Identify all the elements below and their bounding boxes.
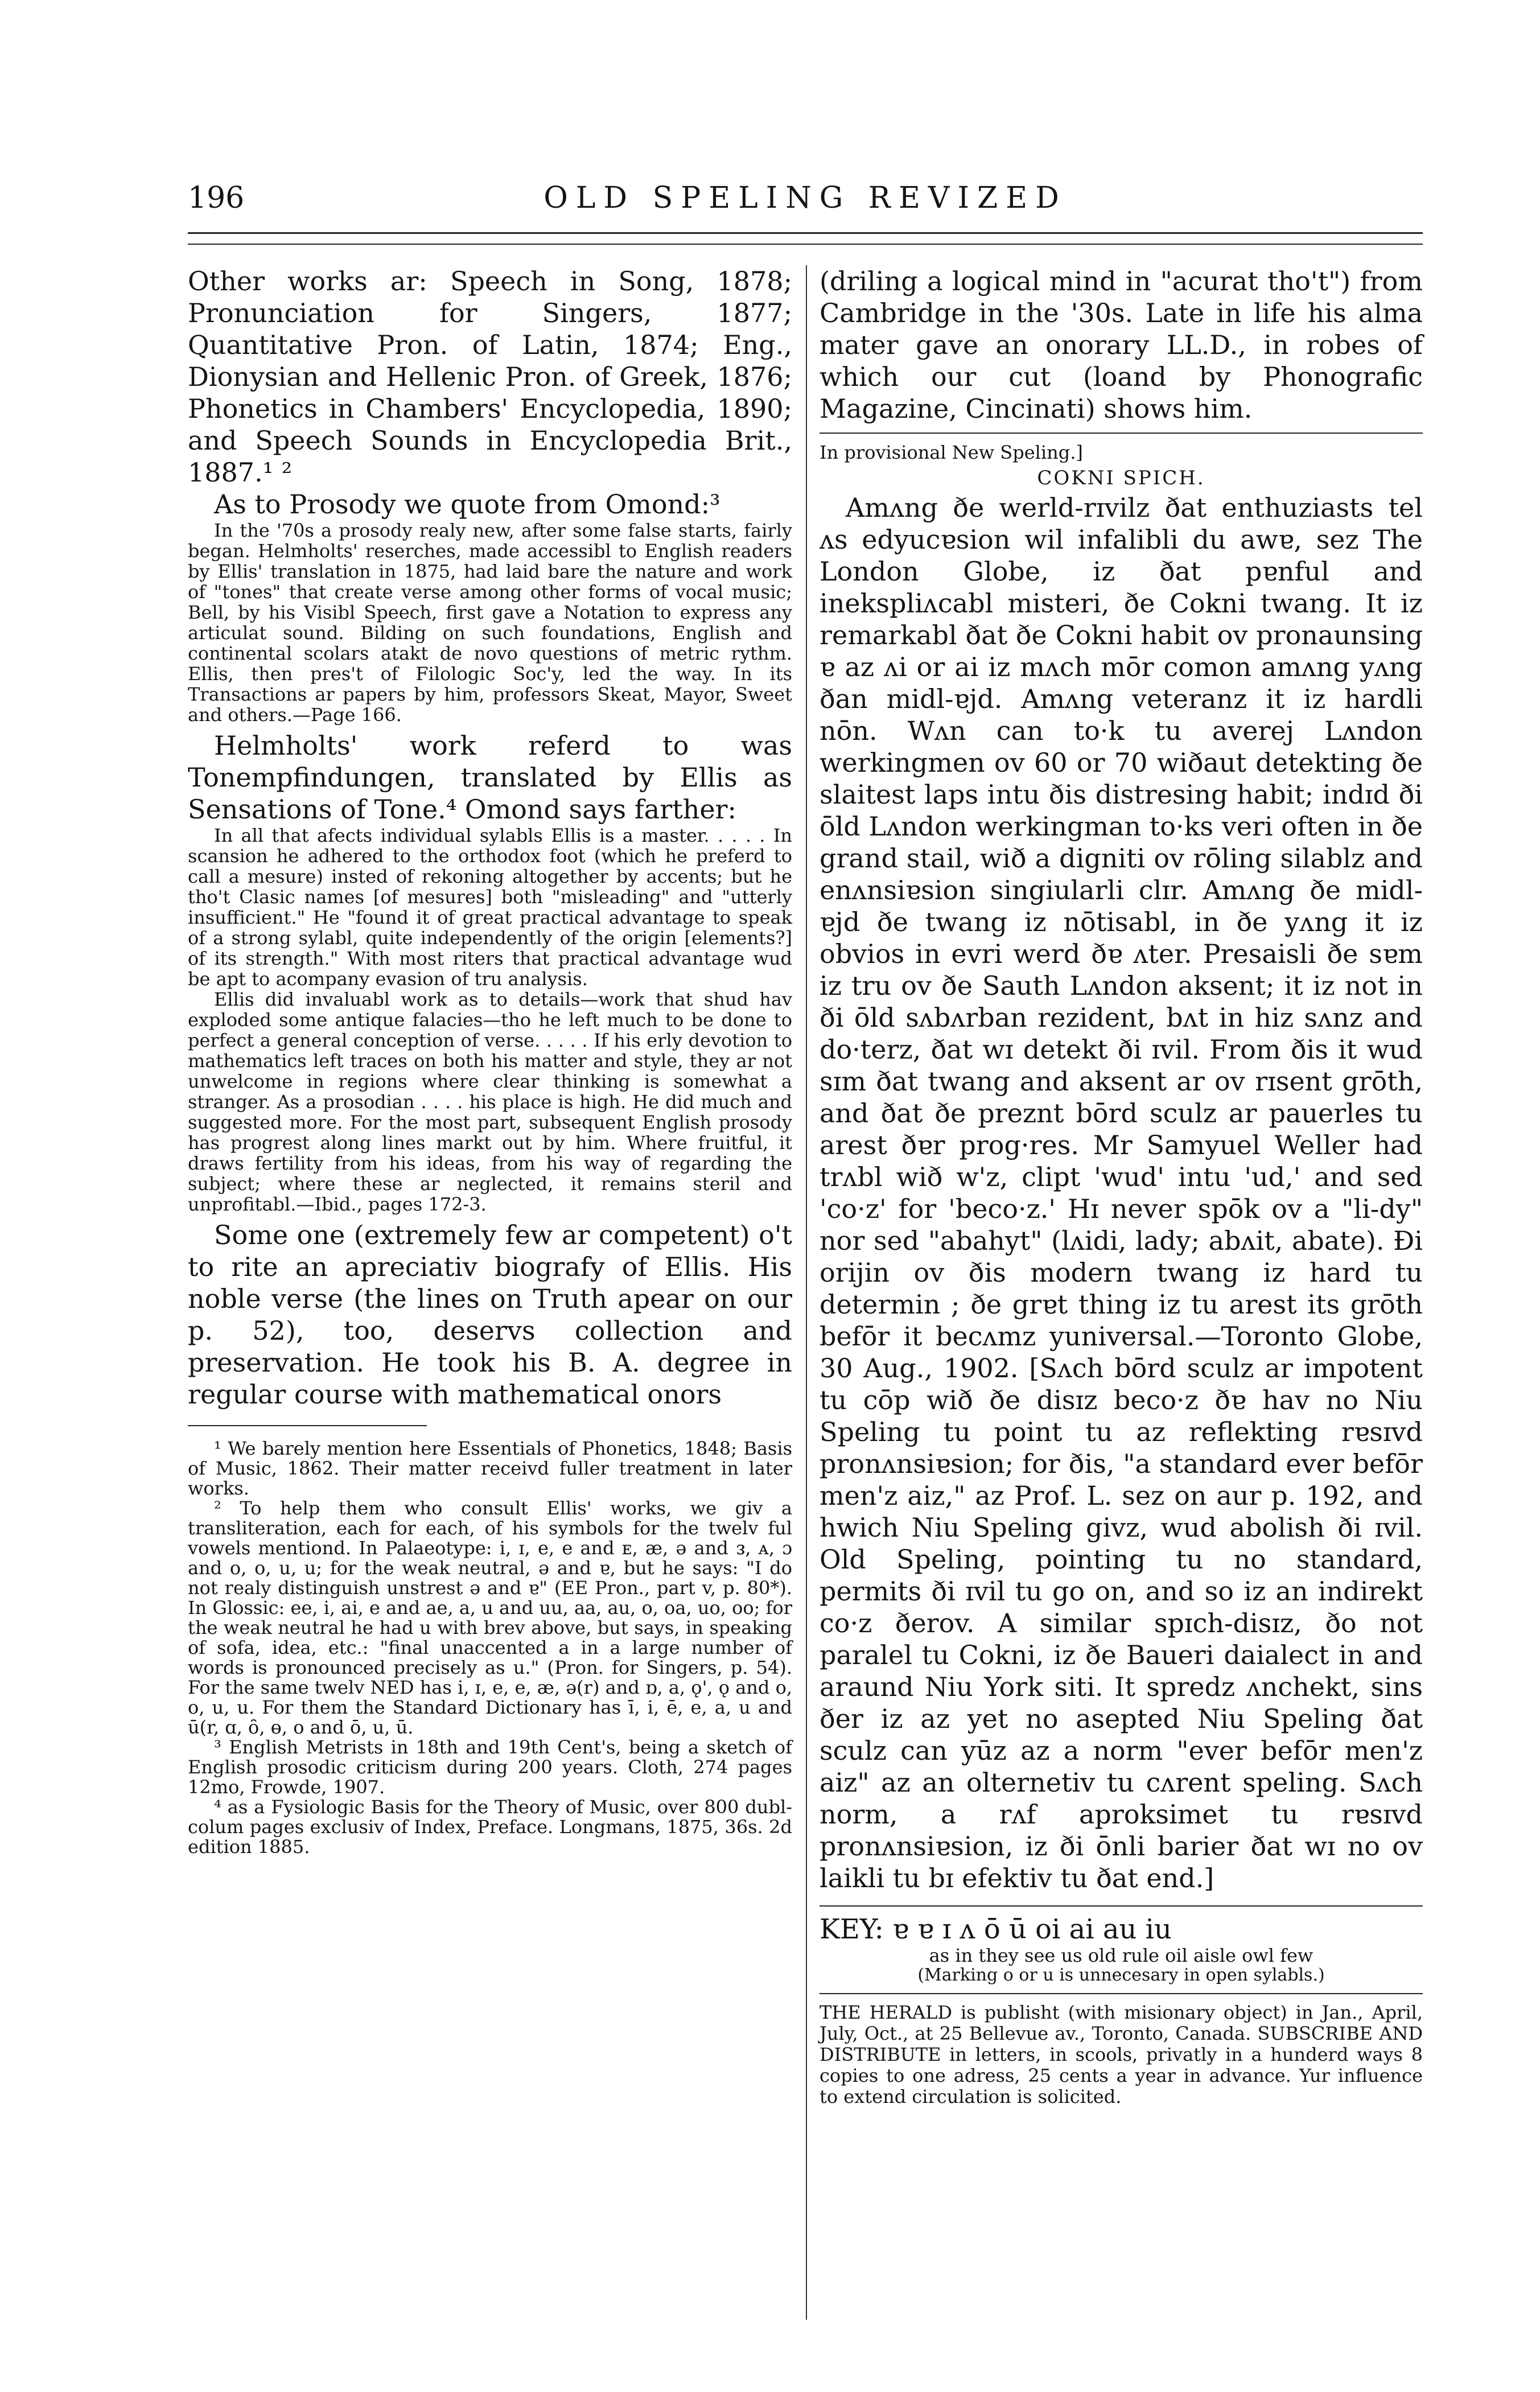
header-rule — [188, 232, 1423, 234]
key-examples: as in they see us old rule oil aisle owl few — [929, 1945, 1313, 1966]
body-paragraph-cambridge: (driling a logical mind in "acurat tho't") from Cambridge in the '30s. Late in life his alma mater gave an onorary LL.D., in robes of which our cut (loand by Phonografic Magazine, Cincinati) shows him. — [820, 266, 1423, 424]
body-paragraph-works: Other works ar: Speech in Song, 1878; Pronunciation for Singers, 1877; Quantitative Pron. of Latin, 1874; Eng., Dionysian and Hellenic Pron. of Greek, 1876; Phonetics in Chambers' Encyclopedia, 1890; and Speech Sounds in Encyclopedia Brit., 1887.¹ ² — [188, 266, 792, 488]
left-column — [188, 265, 792, 1857]
footnote-2: ² To help them who consult Ellis' works, we giv a transliteration, each for each, of his symbols for the twelv ful vowels mentiond. In Palaeotype: i, ɪ, e, e and ᴇ, æ, ə and ᴈ, ᴀ, ɔ and o, o, u, u; for the weak neutral, ə and ɐ, but he says: "I do not realy distinguish unstrest ə and ɐ" (EE Pron., part v, p. 80*). In Glossic: ee, i, ai, e and ae, a, u and uu, aa, au, o, oa, uo, oo; for the weak neutral he had u with brev above, but says, in speaking of sofa, idea, etc.: "final unaccented a in a large number of words is pronounced precisely as u." (Pron. for Singers, p. 54). For the same twelv NED has i, ɪ, e, e, æ, ə(r) and ɒ, a, ǫ', ǫ and o, o, u, u. For them the Standard Dictionary has ī, i, ē, e, a, u and ū(r, ɑ, ȏ, ɵ, o and ō, u, ū. — [188, 1497, 792, 1738]
footnote-4: ⁴ as a Fysiologic Basis for the Theory of Music, over 800 dubl-colum pages exclusiv of Index, Preface. Longmans, 1875, 36s. 2d edition 1885. — [188, 1796, 792, 1858]
block-quote-omond-3: Ellis did invaluabl work as to details—work that shud hav exploded some antique falacies—tho he left much to be done to perfect a general conception of verse. . . . . If his erly devotion to mathematics left traces on both his matter and style, they ar not unwelcome in regions where clear thinking is somewhat a stranger. As a prosodian . . . . his place is high. He did much and suggested more. For the most part, subsequent English prosody has progrest along lines markt out by him. Where fruitful, it draws fertility from his ideas, from his way of regarding the subject; where these ar neglected, it remains steril and unprofitabl.—Ibid., pages 172-3. — [188, 989, 792, 1215]
running-title: OLD SPELING REVIZED — [543, 181, 1067, 215]
body-paragraph-prosody: As to Prosody we quote from Omond:³ — [214, 489, 720, 520]
body-paragraph-cokni: Amʌng ðe werld-rɪvilz ðat enthuziasts tel ʌs edyucɐsion wil infalibli du awɐ, sez The London Globe, iz ðat pɐnful and inekspliʌcabl misteri, ðe Cokni twang. It iz remarkabl ðat ðe Cokni habit ov pronaunsing ɐ az ʌi or ai iz mʌch mōr comon amʌng yʌng ðan midl-ɐjd. Amʌng veteranz it iz hardli nōn. Wʌn can to·k tu averej Lʌndon werkingmen ov 60 or 70 wiðaut detekting ðe slaitest laps intu ðis distresing habit; indɪd ði ōld Lʌndon werkingman to·ks veri often in ðe grand stail, wið a digniti ov rōling silablz and enʌnsiɐsion singiularli clɪr. Amʌng ðe midl-ɐjd ðe twang iz nōtisabl, in ðe yʌng it iz obvios in evri werd ðɐ ʌter. Presaisli ðe sɐm iz tru ov ðe Sauth Lʌndon aksent; it iz not in ði ōld sʌbʌrban rezident, bʌt in hiz sʌnz and do·terz, ðat wɪ detekt ði ɪvil. From ðis it wud sɪm ðat twang and aksent ar ov rɪsent grōth, and ðat ðe preznt bōrd sculz ar pauerles tu arest ðɐr prog·res. Mr Samyuel Weller had trʌbl wið w'z, clipt 'wud' intu 'ud,' and sed 'co·z' for 'beco·z.' Hɪ never spōk ov a "li-dy" nor sed "abahyt" (lʌidi, lady; abʌit, abate). Ði orijin ov ðis modern twang iz hard tu determin ; ðe grɐt thing iz tu arest its grōth befōr it becʌmz yuniversal.—Toronto Globe, 30 Aug., 1902. [Sʌch bōrd sculz ar impotent tu cōp wið ðe disɪz beco·z ðɐ hav no Niu Speling tu point tu az reflekting rɐsɪvd pronʌnsiɐsion; for ðis, "a standard ever befōr men'z aiz," az Prof. L. sez on aur p. 192, and hwich Niu Speling givz, wud abolish ði ɪvil. Old Speling, pointing tu no standard, permits ði ɪvil tu go on, and so iz an indirekt co·z ðerov. A similar spɪch-disɪz, ðo not paralel tu Cokni, iz ðe Baueri daialect in and araund Niu York siti. It spredz ʌnchekt, sins ðer iz az yet no asepted Niu Speling ðat sculz can yūz az a norm "ever befōr men'z aiz" az an olternetiv tu cʌrent speling. Sʌch norm, a rʌf aproksimet tu rɐsɪvd pronʌnsiɐsion, iz ði ōnli barier ðat wɪ no ov laikli tu bɪ efektiv tu ðat end.] — [820, 492, 1423, 1893]
page-header — [188, 181, 1423, 221]
page-number: 196 — [188, 181, 245, 215]
key-rule — [820, 1905, 1423, 1907]
herald-notice: THE HERALD is publisht (with misionary object) in Jan., April, July, Oct., at 25 Bellevue av., Toronto, Canada. SUBSCRIBE AND DISTRIBUTE in letters, in scools, privatly in a hunderd ways 8 copies to one adress, 25 cents a year in advance. Yur influence to extend circulation is solicited. — [820, 2002, 1423, 2107]
footnote-3: ³ English Metrists in 18th and 19th Cent's, being a sketch of English prosodic criticism during 200 years. Cloth, 274 pages 12mo, Frowde, 1907. — [188, 1736, 792, 1798]
right-column — [820, 265, 1423, 2107]
section-heading: COKNI SPICH. — [1037, 467, 1205, 489]
section-rule — [820, 433, 1423, 434]
header-rule-thin — [188, 244, 1423, 245]
footnote-rule — [188, 1425, 427, 1426]
column-divider — [806, 265, 807, 2320]
body-paragraph-helmholts: Helmholts' work referd to was Tonempfindungen, translated by Ellis as Sensations of Tone.⁴ Omond says farther: — [188, 730, 792, 825]
herald-rule — [820, 1993, 1423, 1994]
key-note: (Marking o or u is unnecesary in open sylabls.) — [917, 1965, 1325, 1985]
provisional-note: In provisional New Speling.] — [820, 442, 1083, 463]
block-quote-omond-1: In the '70s a prosody realy new, after some false starts, fairly began. Helmholts' reserches, made accessibl to English readers by Ellis' translation in 1875, had laid bare the nature and work of "tones" that create verse among other forms of vocal music; Bell, by his Visibl Speech, first gave a Notation to express any articulat sound. Bilding on such foundations, English and continental scolars atakt de novo questions of metric rythm. Ellis, then pres't of Filologic Soc'y, led the way. In its Transactions ar papers by him, professors Skeat, Mayor, Sweet and others.—Page 166. — [188, 520, 792, 726]
footnote-1: ¹ We barely mention here Essentials of Phonetics, 1848; Basis of Music, 1862. Their matter receivd fuller treatment in later works. — [188, 1438, 792, 1499]
key-line: KEY: ɐ ɐ ɪ ʌ ō ū oi ai au iu — [820, 1913, 1172, 1945]
block-quote-omond-2: In all that afects individual sylabls Ellis is a master. . . . . In scansion he adhered to the orthodox foot (which he preferd to call a mesure) insted of rekoning altogether by accents; but he tho't Clasic names [of mesures] both "misleading" and "utterly insufficient." He "found it of great practical advantage to speak of a strong sylabl, quite independently of the origin [elements?] of its strength." With most riters that practical advantage wud be apt to acompany evasion of tru analysis. — [188, 825, 792, 990]
body-paragraph-biografy: Some one (extremely few ar competent) o't to rite an apreciativ biografy of Ellis. His noble verse (the lines on Truth apear on our p. 52), too, deservs collection and preservation. He took his B. A. degree in regular course with mathematical onors — [188, 1220, 792, 1410]
